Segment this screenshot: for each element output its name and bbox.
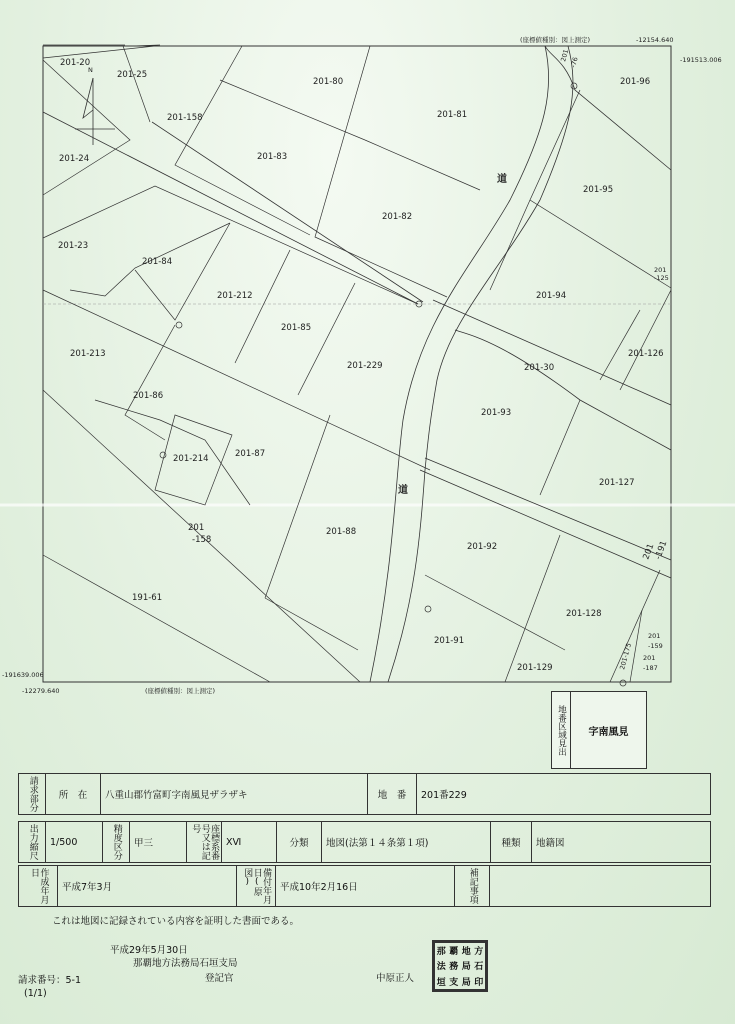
type-value: 地籍図 xyxy=(532,822,711,863)
parcel-label: -125 xyxy=(654,274,669,282)
location-value: 八重山郡竹富町字南風見ザラザキ xyxy=(101,774,368,815)
certificate-form-row-1 xyxy=(18,773,711,815)
created-label: 作成年月日 xyxy=(19,866,58,907)
seal-char: 那 xyxy=(436,947,446,958)
seal-char: 石 xyxy=(474,962,484,973)
classification-label: 分類 xyxy=(277,822,322,863)
lot-area-value: 字南風見 xyxy=(588,726,629,738)
parcel-label: 201 xyxy=(643,654,656,662)
north-label: N xyxy=(88,66,93,74)
coord-left-y: -191639.006 xyxy=(2,671,44,679)
issuing-office: 那覇地方法務局石垣支局 xyxy=(133,958,238,969)
coord-system-value: XⅥ xyxy=(222,822,277,863)
official-seal xyxy=(432,940,488,992)
lot-area-header: 地番区域見出 xyxy=(552,692,571,768)
seal-char: 法 xyxy=(436,962,446,973)
request-part-label: 請求部分 xyxy=(19,774,46,815)
road-label: 道 xyxy=(398,485,408,496)
classification-value: 地図(法第１４条第１項) xyxy=(322,822,491,863)
parcel-label: 201 xyxy=(654,266,667,274)
lot-value: 201番229 xyxy=(417,774,711,815)
parcel-label: 201-214 xyxy=(173,454,209,464)
parcel-label: -187 xyxy=(643,664,658,672)
parcel-label: 201-213 xyxy=(70,349,106,359)
coord-right-y: -191513.006 xyxy=(680,56,722,64)
issue-date: 平成29年5月30日 xyxy=(110,945,188,956)
parcel-label: 201-25 xyxy=(117,70,148,80)
parcel-label: 201-129 xyxy=(517,663,553,673)
recorded-value: 平成10年2月16日 xyxy=(276,866,455,907)
parcel-label: 201-88 xyxy=(326,527,357,537)
parcel-label: 201-175 xyxy=(618,642,633,671)
parcel-label: 201-95 xyxy=(583,185,614,195)
parcel-label: 201-85 xyxy=(281,323,312,333)
parcel-label: 201-93 xyxy=(481,408,512,418)
parcel-label: 191-61 xyxy=(132,593,163,603)
parcel-label: 201-126 xyxy=(628,349,664,359)
recorded-label: 備付年月日(原図) xyxy=(237,866,276,907)
parcel-label: 201-158 xyxy=(167,113,203,123)
road-west-edge xyxy=(370,46,549,682)
seal-char: 局 xyxy=(461,977,471,988)
parcel-label: 201-83 xyxy=(257,152,288,162)
location-label: 所 在 xyxy=(46,774,101,815)
coord-top-x: -12154.640 xyxy=(636,36,674,44)
parcel-label: 201-30 xyxy=(524,363,555,373)
remarks-label: 補記事項 xyxy=(455,866,490,907)
coord-type-top: (座標値種別：図上測定) xyxy=(520,36,591,44)
parcel-label: -159 xyxy=(648,642,663,650)
certification-statement: これは地図に記録されている内容を証明した書面である。 xyxy=(52,916,300,927)
seal-char: 支 xyxy=(449,977,459,988)
parcel-label: 201-87 xyxy=(235,449,266,459)
coord-bottom-x: -12279.640 xyxy=(22,687,60,695)
parcel-label: 201 xyxy=(559,48,571,63)
parcel-label: 201-80 xyxy=(313,77,344,87)
coord-type-bottom: (座標値種別：図上測定) xyxy=(145,687,216,695)
parcel-label: 201-94 xyxy=(536,291,567,301)
parcel-label: 201 xyxy=(188,523,205,533)
parcel-label: 201-20 xyxy=(60,58,91,68)
parcel-label: 201-128 xyxy=(566,609,602,619)
page-count: (1/1) xyxy=(24,988,47,999)
parcel-label: -158 xyxy=(192,535,212,545)
parcel-label: 201-82 xyxy=(382,212,413,222)
parcel-label: 201-92 xyxy=(467,542,498,552)
request-number: 請求番号：5-1 xyxy=(18,975,82,986)
scale-label: 出力縮尺 xyxy=(19,822,46,863)
seal-char: 印 xyxy=(474,977,484,988)
lot-area-box xyxy=(551,691,647,769)
created-value: 平成7年3月 xyxy=(58,866,237,907)
seal-char: 垣 xyxy=(436,977,446,988)
parcel-label: 201-84 xyxy=(142,257,173,267)
parcel-label: 201-212 xyxy=(217,291,253,301)
parcel-label: -191 xyxy=(653,539,670,562)
parcel-label: 201-23 xyxy=(58,241,89,251)
scale-value: 1/500 xyxy=(46,822,103,863)
seal-char: 方 xyxy=(474,947,484,958)
precision-label: 精度区分 xyxy=(103,822,130,863)
parcel-label: 201-24 xyxy=(59,154,90,164)
registrar-name: 中原正人 xyxy=(376,973,415,984)
parcel-label: 201-86 xyxy=(133,391,164,401)
seal-char: 地 xyxy=(461,947,471,958)
coord-system-label: 座標系番号又は記号 xyxy=(187,822,222,863)
seal-char: 局 xyxy=(461,962,471,973)
seal-char: 務 xyxy=(449,962,459,973)
parcel-label: 201 xyxy=(641,542,657,562)
certificate-form-row-2 xyxy=(18,821,711,863)
parcel-label: 201-127 xyxy=(599,478,635,488)
parcel-label: 201 xyxy=(648,632,661,640)
road-label: 道 xyxy=(497,174,507,185)
seal-char: 覇 xyxy=(449,947,459,958)
parcel-label: 201-81 xyxy=(437,110,468,120)
north-arrow-icon xyxy=(75,66,115,145)
parcel-label: 201-91 xyxy=(434,636,465,646)
parcel-label: 201-96 xyxy=(620,77,651,87)
registrar-title: 登記官 xyxy=(205,973,234,984)
remarks-value xyxy=(490,866,711,907)
parcel-label: 201-229 xyxy=(347,361,383,371)
precision-value: 甲三 xyxy=(130,822,187,863)
parcel-label: -76 xyxy=(569,56,580,69)
type-label: 種類 xyxy=(491,822,532,863)
lot-label: 地 番 xyxy=(368,774,417,815)
certificate-form-row-3 xyxy=(18,865,711,907)
